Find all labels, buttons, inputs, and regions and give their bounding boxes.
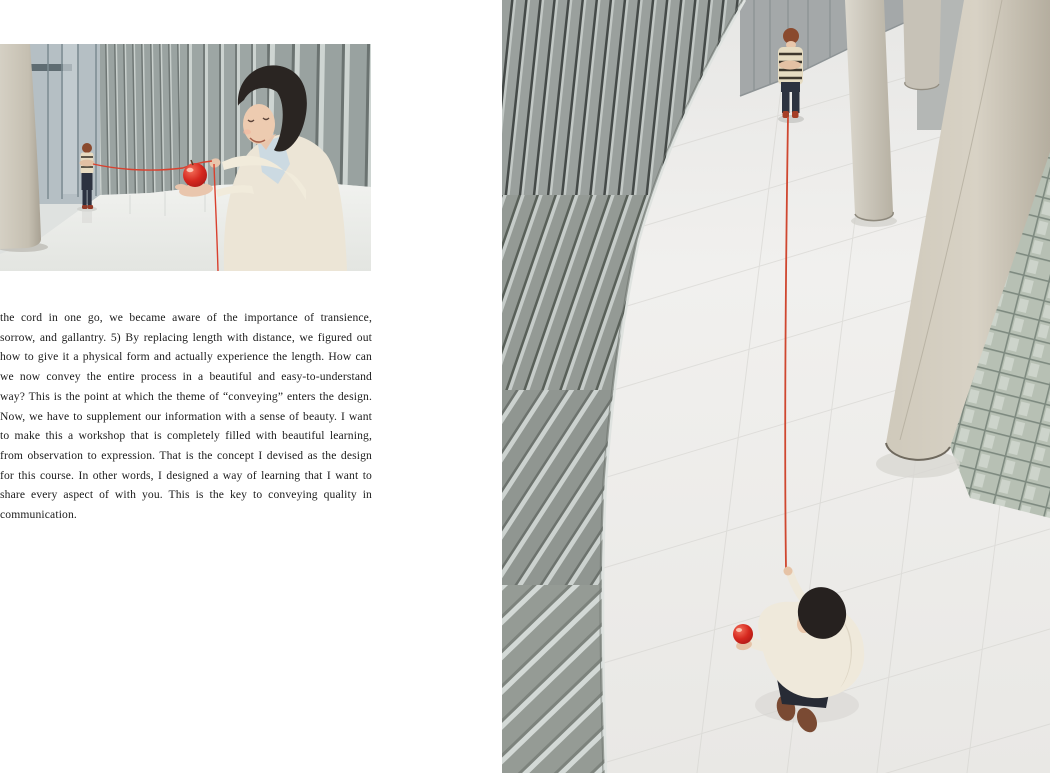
raised-hand xyxy=(784,567,793,576)
body-text: the cord in one go, we became aware of the importance of transience, sorrow, and gallantry. 5) By replacing length with distance, we figured out how to give it a physical form and actually experience the length. How can we now convey the entire process in a beautiful and easy-to-understand way? This is the point at which the theme of “conveying” enters the design. Now, we have to supplement our information with a sense of beauty. I want to make this a workshop that is completely filled with beautiful learning, from observation to expression. That is the concept I devised as the design for this course. In other words, I designed a way of learning that I want to share every aspect of with you. This is the key to conveying quality in communication. xyxy=(0,311,372,522)
right-photo xyxy=(502,0,1050,773)
left-photo xyxy=(0,44,371,271)
far-column xyxy=(903,0,941,90)
red-apple xyxy=(733,624,753,644)
right-photo-illustration xyxy=(502,0,1050,773)
left-photo-illustration xyxy=(0,44,371,271)
